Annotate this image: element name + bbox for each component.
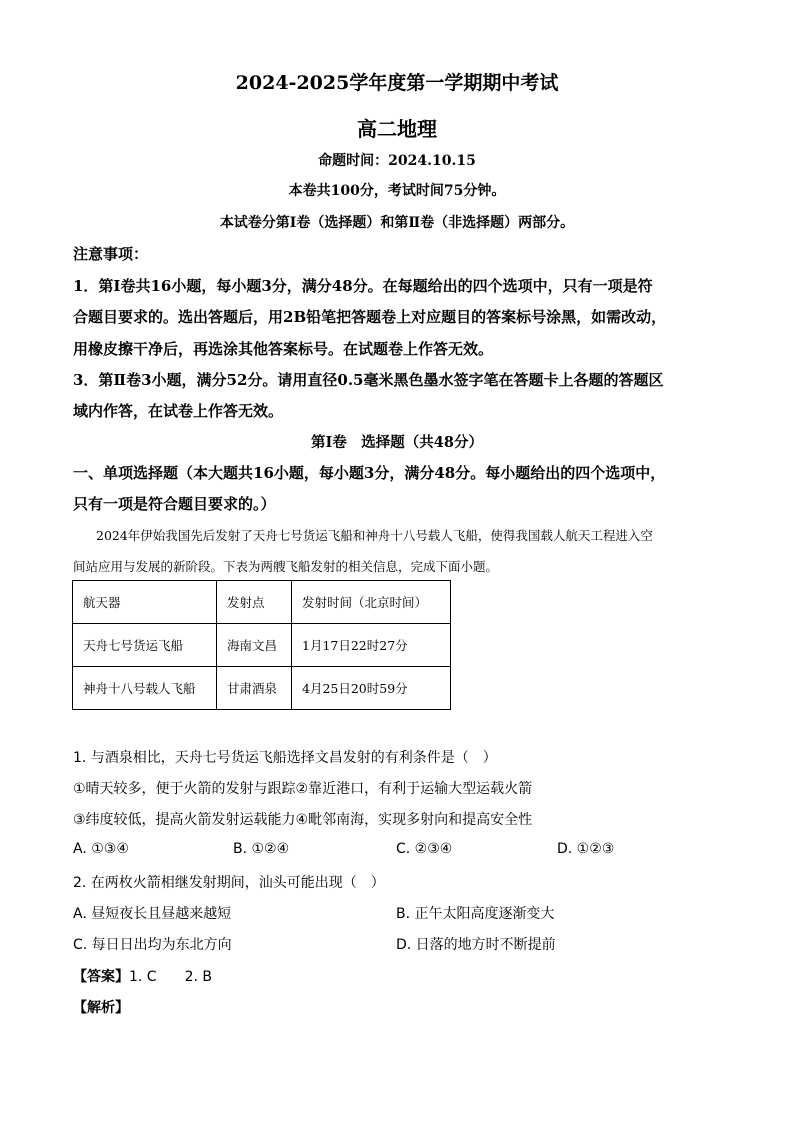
answer-text: 1. C 2. B — [129, 969, 212, 985]
notes-heading: 注意事项： — [73, 245, 149, 263]
q2-option-a: A. 昼短夜长且昼越来越短 — [73, 906, 232, 922]
passage-line2: 间站应用与发展的新阶段。下表为两艘飞船发射的相关信息，完成下面小题。 — [73, 559, 499, 574]
q1-option-a: A. ①③④ — [73, 841, 129, 857]
q1-option-c: C. ②③④ — [396, 841, 453, 857]
q2-option-d: D. 日落的地方时不断提前 — [396, 937, 556, 953]
answer-tag: 【答案】 — [73, 969, 129, 985]
launch-info-table — [72, 580, 451, 710]
q2-option-b: B. 正午太阳高度逐渐变大 — [396, 906, 555, 922]
notes-item1-line2: 合题目要求的。选出答题后，用2B铅笔把答题卷上对应题目的答案标号涂黑，如需改动， — [73, 308, 667, 326]
notes-item1-line1: 1．第Ⅰ卷共16小题，每小题3分，满分48分。在每题给出的四个选项中，只有一项是符 — [73, 277, 653, 295]
exam-title: 2024-2025学年度第一学期期中考试 — [235, 72, 559, 94]
subject-title: 高二地理 — [357, 117, 437, 141]
table-cell: 天舟七号货运飞船 — [73, 624, 217, 667]
notes-item3-line2: 域内作答，在试卷上作答无效。 — [73, 402, 284, 420]
q1-option-b: B. ①②④ — [233, 841, 290, 857]
notes-item3-line1: 3．第Ⅱ卷3小题，满分52分。请用直径0.5毫米黑色墨水签字笔在答题卡上各题的答题区 — [73, 371, 664, 389]
q1-statements-line2: ③纬度较低，提高火箭发射运载能力④毗邻南海，实现多射向和提高安全性 — [73, 812, 533, 828]
table-cell: 神舟十八号载人飞船 — [73, 667, 217, 710]
table-cell: 4月25日20时59分 — [292, 667, 451, 710]
table-header-cell: 发射时间（北京时间） — [292, 581, 451, 624]
score-line: 本卷共100分，考试时间75分钟。 — [288, 183, 506, 199]
table-cell: 甘肃酒泉 — [217, 667, 292, 710]
table-row — [73, 667, 451, 710]
analysis-line — [73, 997, 129, 1017]
section-instruction-line2: 只有一项是符合题目要求的。） — [73, 495, 276, 513]
table-header-cell: 航天器 — [73, 581, 217, 624]
table-cell: 海南文昌 — [217, 624, 292, 667]
analysis-tag: 【解析】 — [73, 1000, 129, 1016]
table-header-cell: 发射点 — [217, 581, 292, 624]
answer-line — [73, 966, 212, 986]
notes-item1-line3: 用橡皮擦干净后，再选涂其他答案标号。在试题卷上作答无效。 — [73, 340, 494, 358]
section-heading: 第Ⅰ卷 选择题（共48分） — [311, 434, 483, 451]
q1-option-d: D. ①②③ — [557, 841, 615, 857]
q1-statements-line1: ①晴天较多，便于火箭的发射与跟踪②靠近港口，有利于运输大型运载火箭 — [73, 781, 533, 797]
passage-line1: 2024年伊始我国先后发射了天舟七号货运飞船和神舟十八号载人飞船，使得我国载人航天工程进入空 — [96, 528, 653, 543]
q1-stem: 1. 与酒泉相比，天舟七号货运飞船选择文昌发射的有利条件是（ ） — [73, 750, 497, 766]
date-line: 命题时间：2024.10.15 — [318, 153, 476, 169]
q2-option-c: C. 每日日出均为东北方向 — [73, 937, 232, 953]
table-cell: 1月17日22时27分 — [292, 624, 451, 667]
q2-stem: 2. 在两枚火箭相继发射期间，汕头可能出现（ ） — [73, 875, 385, 891]
table-header-row — [73, 581, 451, 624]
section-instruction-line1: 一、单项选择题（本大题共16小题，每小题3分，满分48分。每小题给出的四个选项中， — [73, 464, 666, 482]
parts-line: 本试卷分第Ⅰ卷（选择题）和第Ⅱ卷（非选择题）两部分。 — [219, 215, 575, 231]
table-row — [73, 624, 451, 667]
